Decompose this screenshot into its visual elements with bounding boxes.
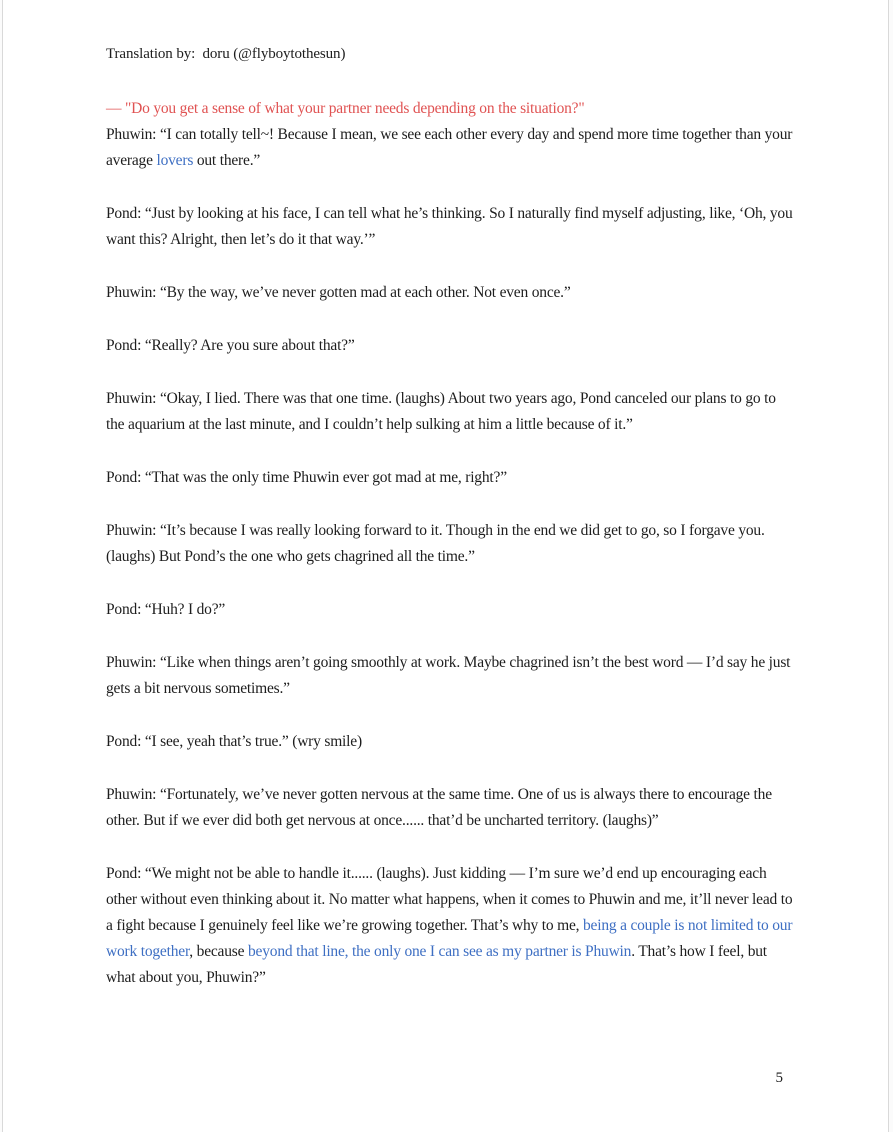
paragraph [106,518,794,570]
text-segment: Pond: “I see, yeah that’s true.” (wry smile) [106,733,362,750]
question-heading: — "Do you get a sense of what your partner needs depending on the situation?" [106,100,585,117]
paragraph [106,650,794,702]
text-segment: Phuwin: “It’s because I was really looking forward to it. Though in the end we did get to go, so I forgave you. (laughs) But Pond’s the one who gets chagrined all the time.” [106,522,765,565]
inline-link[interactable]: being a couple is not limited to our work together [106,917,793,960]
text-segment: Pond: “Huh? I do?” [106,601,226,618]
inline-link[interactable]: lovers [156,152,194,169]
text-segment: Pond: “We might not be able to handle it...... (laughs). Just kidding — I’m sure we’d end up encouraging each other without even thinking about it. No matter what happens, when it comes to Phuwin and me, it’ll never lead to a fight because I genuinely feel like we’re growing together. That’s why to me, [106,865,793,934]
document-page [2,0,889,1132]
paragraph [106,465,794,491]
page-number: 5 [775,1070,783,1086]
text-segment: Phuwin: “Fortunately, we’ve never gotten nervous at the same time. One of us is always there to encourage the other. But if we ever did both get nervous at once...... that’d be uncharted territory. (laughs)” [106,786,772,829]
paragraph [106,729,794,755]
text-segment: . That’s how I feel, but what about you, Phuwin?” [106,943,767,986]
paragraph [106,782,794,834]
text-segment: Pond: “That was the only time Phuwin ever got mad at me, right?” [106,469,507,486]
text-segment: Pond: “Really? Are you sure about that?” [106,337,355,354]
inline-link[interactable]: beyond that line, [247,943,349,960]
document-content [106,96,794,991]
translation-credit: Translation by: doru (@flyboytothesun) [106,46,346,62]
paragraph [106,333,794,359]
text-segment: Phuwin: “I can totally tell~! Because I mean, we see each other every day and spend more time together than your average [106,126,793,169]
text-segment: Pond: “Just by looking at his face, I can tell what he’s thinking. So I naturally find myself adjusting, like, ‘Oh, you want this? Alright, then let’s do it that way.’” [106,205,793,248]
text-segment: Phuwin: “Like when things aren’t going smoothly at work. Maybe chagrined isn’t the best word — I’d say he just gets a bit nervous sometimes.” [106,654,791,697]
paragraph [106,597,794,623]
paragraph [106,386,794,438]
text-segment: Phuwin: “Okay, I lied. There was that one time. (laughs) About two years ago, Pond canceled our plans to go to the aquarium at the last minute, and I couldn’t help sulking at him a little because of it.” [106,390,776,433]
text-segment: out there.” [193,152,261,169]
inline-link[interactable]: the only one I can see as my partner is Phuwin [352,943,632,960]
paragraph [106,122,794,174]
paragraph [106,861,794,991]
text-segment: Phuwin: “By the way, we’ve never gotten mad at each other. Not even once.” [106,284,571,301]
paragraph [106,201,794,253]
paragraph [106,280,794,306]
text-segment: , because [189,943,248,960]
paragraphs [106,122,794,991]
